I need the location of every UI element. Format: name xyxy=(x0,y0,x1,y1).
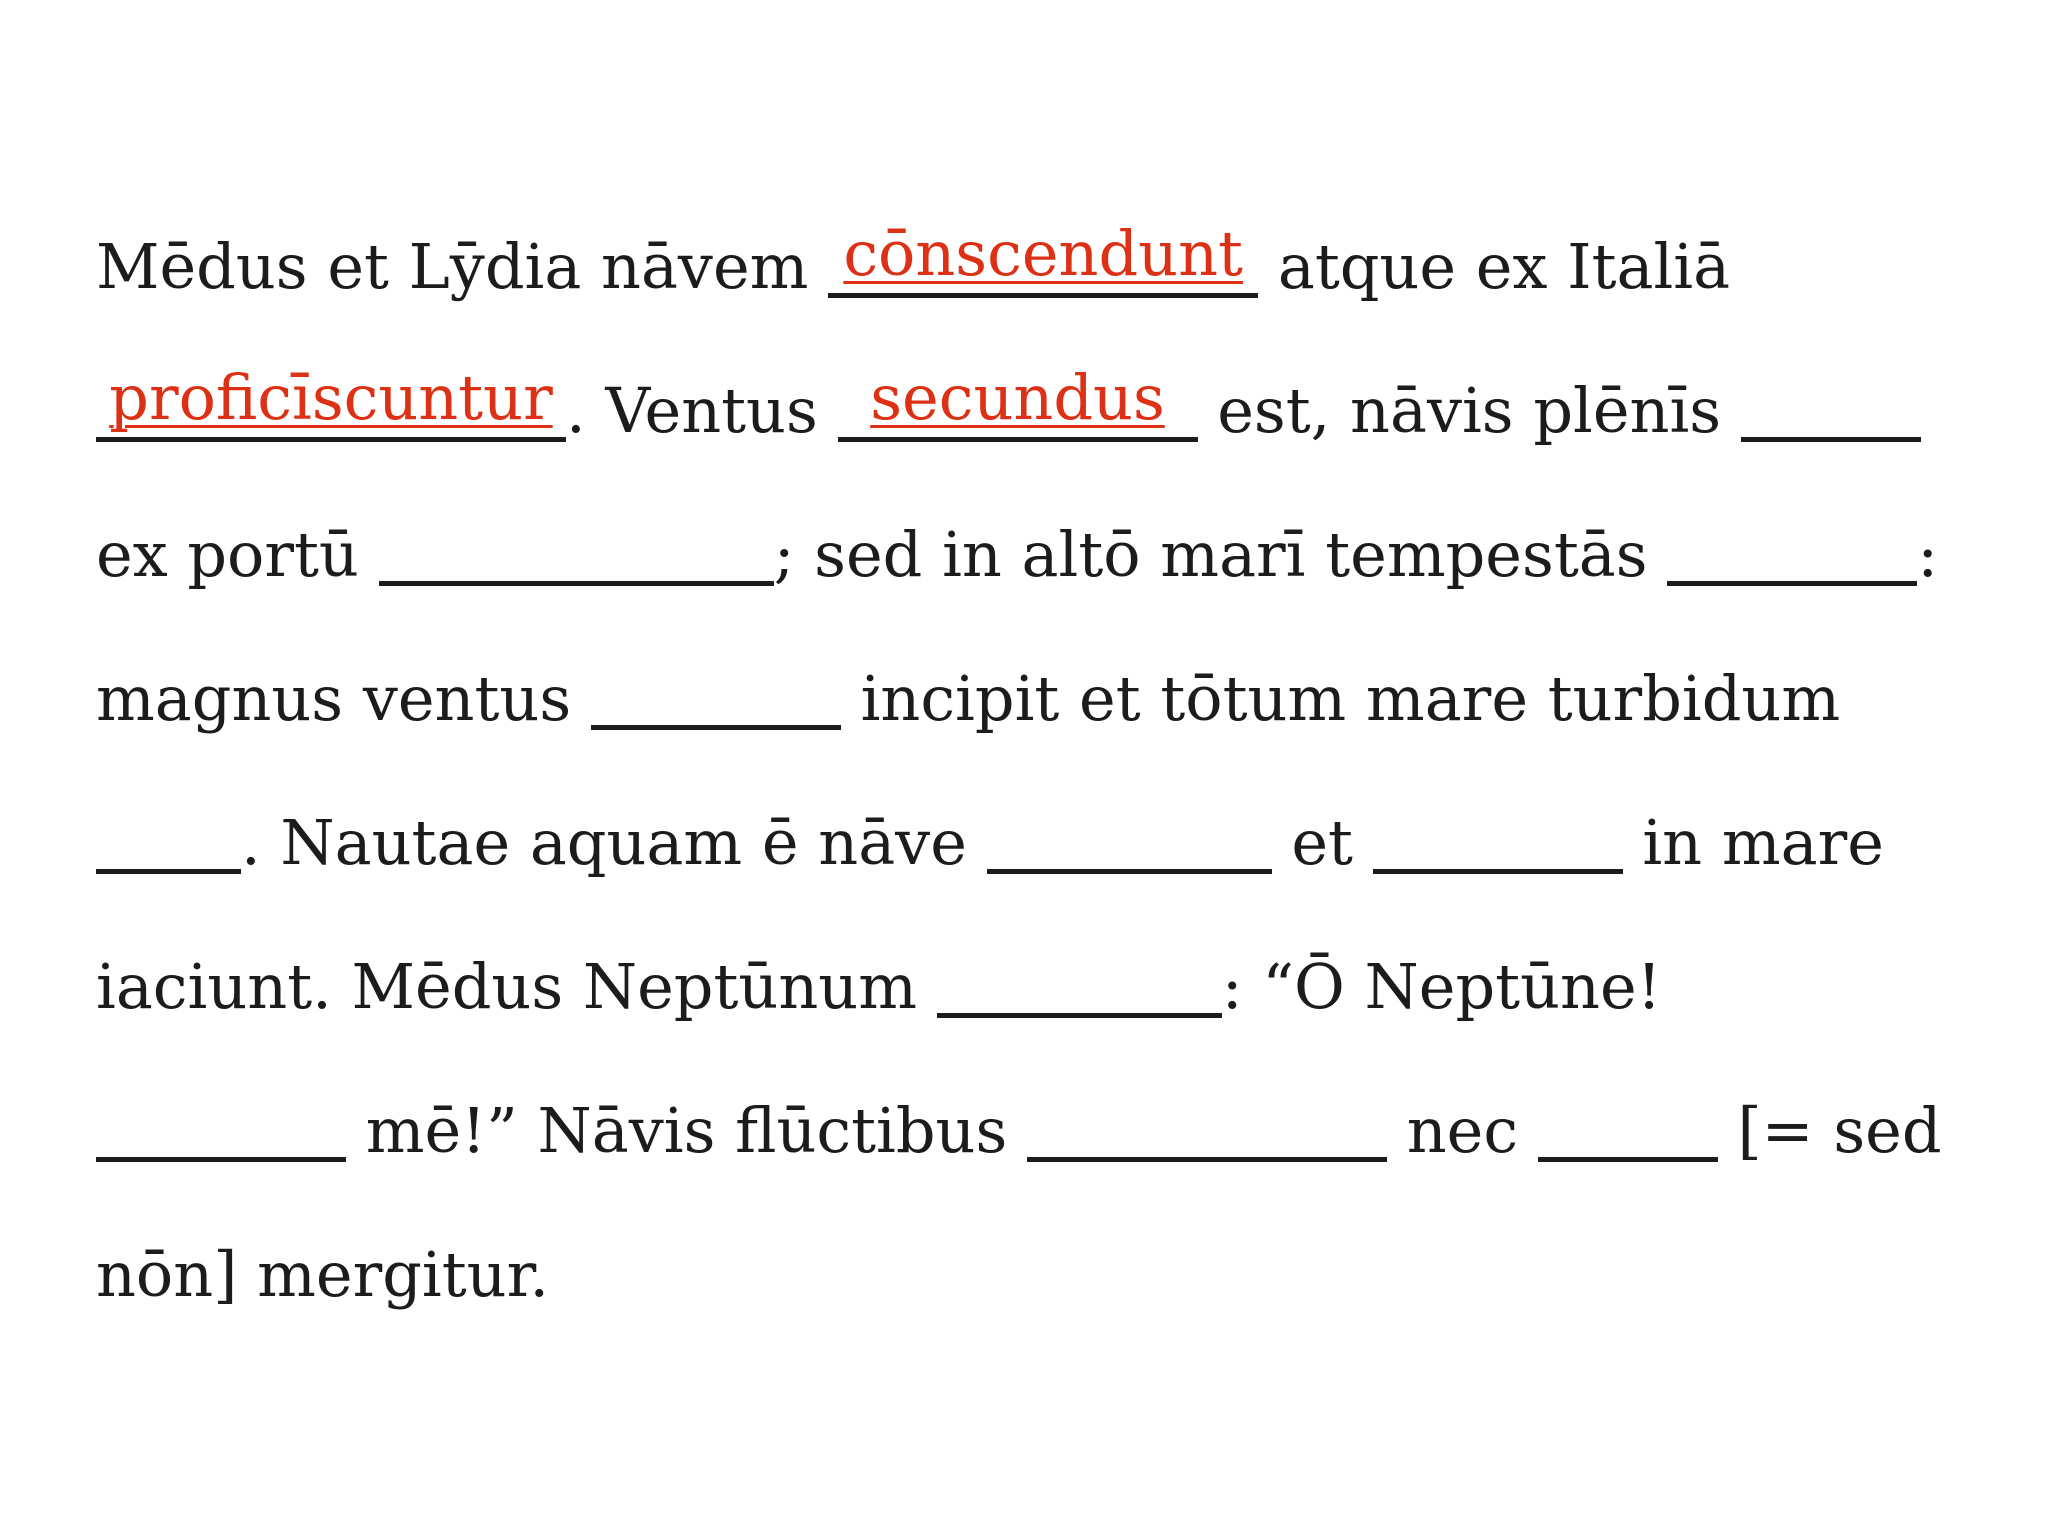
passage-line xyxy=(96,627,1996,771)
passage-text: incipit et tōtum mare turbidum xyxy=(840,662,1841,735)
passage-text: iaciunt. Mēdus Neptūnum xyxy=(96,950,937,1023)
answer-text: secundus xyxy=(870,361,1165,435)
passage-text: : “Ō Neptūne! xyxy=(1221,950,1662,1023)
passage-text: ; sed in altō marī tempestās xyxy=(773,518,1668,591)
answer-text: cōnscendunt xyxy=(843,217,1243,291)
passage-text: [= sed xyxy=(1717,1094,1942,1167)
passage-text: est, nāvis plēnīs xyxy=(1197,374,1741,447)
answer-blank[interactable] xyxy=(1741,380,1921,442)
passage-text: Mēdus et Lȳdia nāvem xyxy=(96,230,829,303)
answer-text: proficīscuntur xyxy=(109,361,553,435)
passage-line xyxy=(96,771,1996,915)
answer-blank[interactable] xyxy=(591,668,841,730)
passage-line xyxy=(96,1059,1996,1203)
answer-blank[interactable] xyxy=(937,956,1222,1018)
answer-blank[interactable] xyxy=(96,1100,346,1162)
cloze-passage xyxy=(96,195,1996,1347)
passage-line xyxy=(96,195,1996,339)
passage-line xyxy=(96,483,1996,627)
answer-blank[interactable] xyxy=(838,361,1198,442)
answer-blank[interactable] xyxy=(96,812,241,874)
answer-blank[interactable] xyxy=(987,812,1272,874)
passage-text: . Nautae aquam ē nāve xyxy=(241,806,987,879)
passage-text: in mare xyxy=(1622,806,1884,879)
passage-text: : xyxy=(1917,518,1939,591)
passage-line xyxy=(96,339,1996,483)
passage-line xyxy=(96,1203,1996,1347)
passage-text: magnus ventus xyxy=(96,662,591,735)
answer-blank[interactable] xyxy=(1373,812,1623,874)
answer-blank[interactable] xyxy=(1667,524,1917,586)
passage-text: atque ex Italiā xyxy=(1258,230,1731,303)
answer-blank[interactable] xyxy=(828,217,1258,298)
answer-blank[interactable] xyxy=(1027,1100,1387,1162)
answer-blank[interactable] xyxy=(1538,1100,1718,1162)
passage-text: et xyxy=(1271,806,1373,879)
passage-text: ex portū xyxy=(96,518,379,591)
answer-blank[interactable] xyxy=(379,524,774,586)
passage-text: nōn] mergitur. xyxy=(96,1238,550,1311)
passage-text: nec xyxy=(1387,1094,1538,1167)
passage-text: . Ventus xyxy=(566,374,838,447)
passage-text: mē!” Nāvis flūctibus xyxy=(346,1094,1028,1167)
answer-blank[interactable] xyxy=(96,361,566,442)
passage-line xyxy=(96,915,1996,1059)
